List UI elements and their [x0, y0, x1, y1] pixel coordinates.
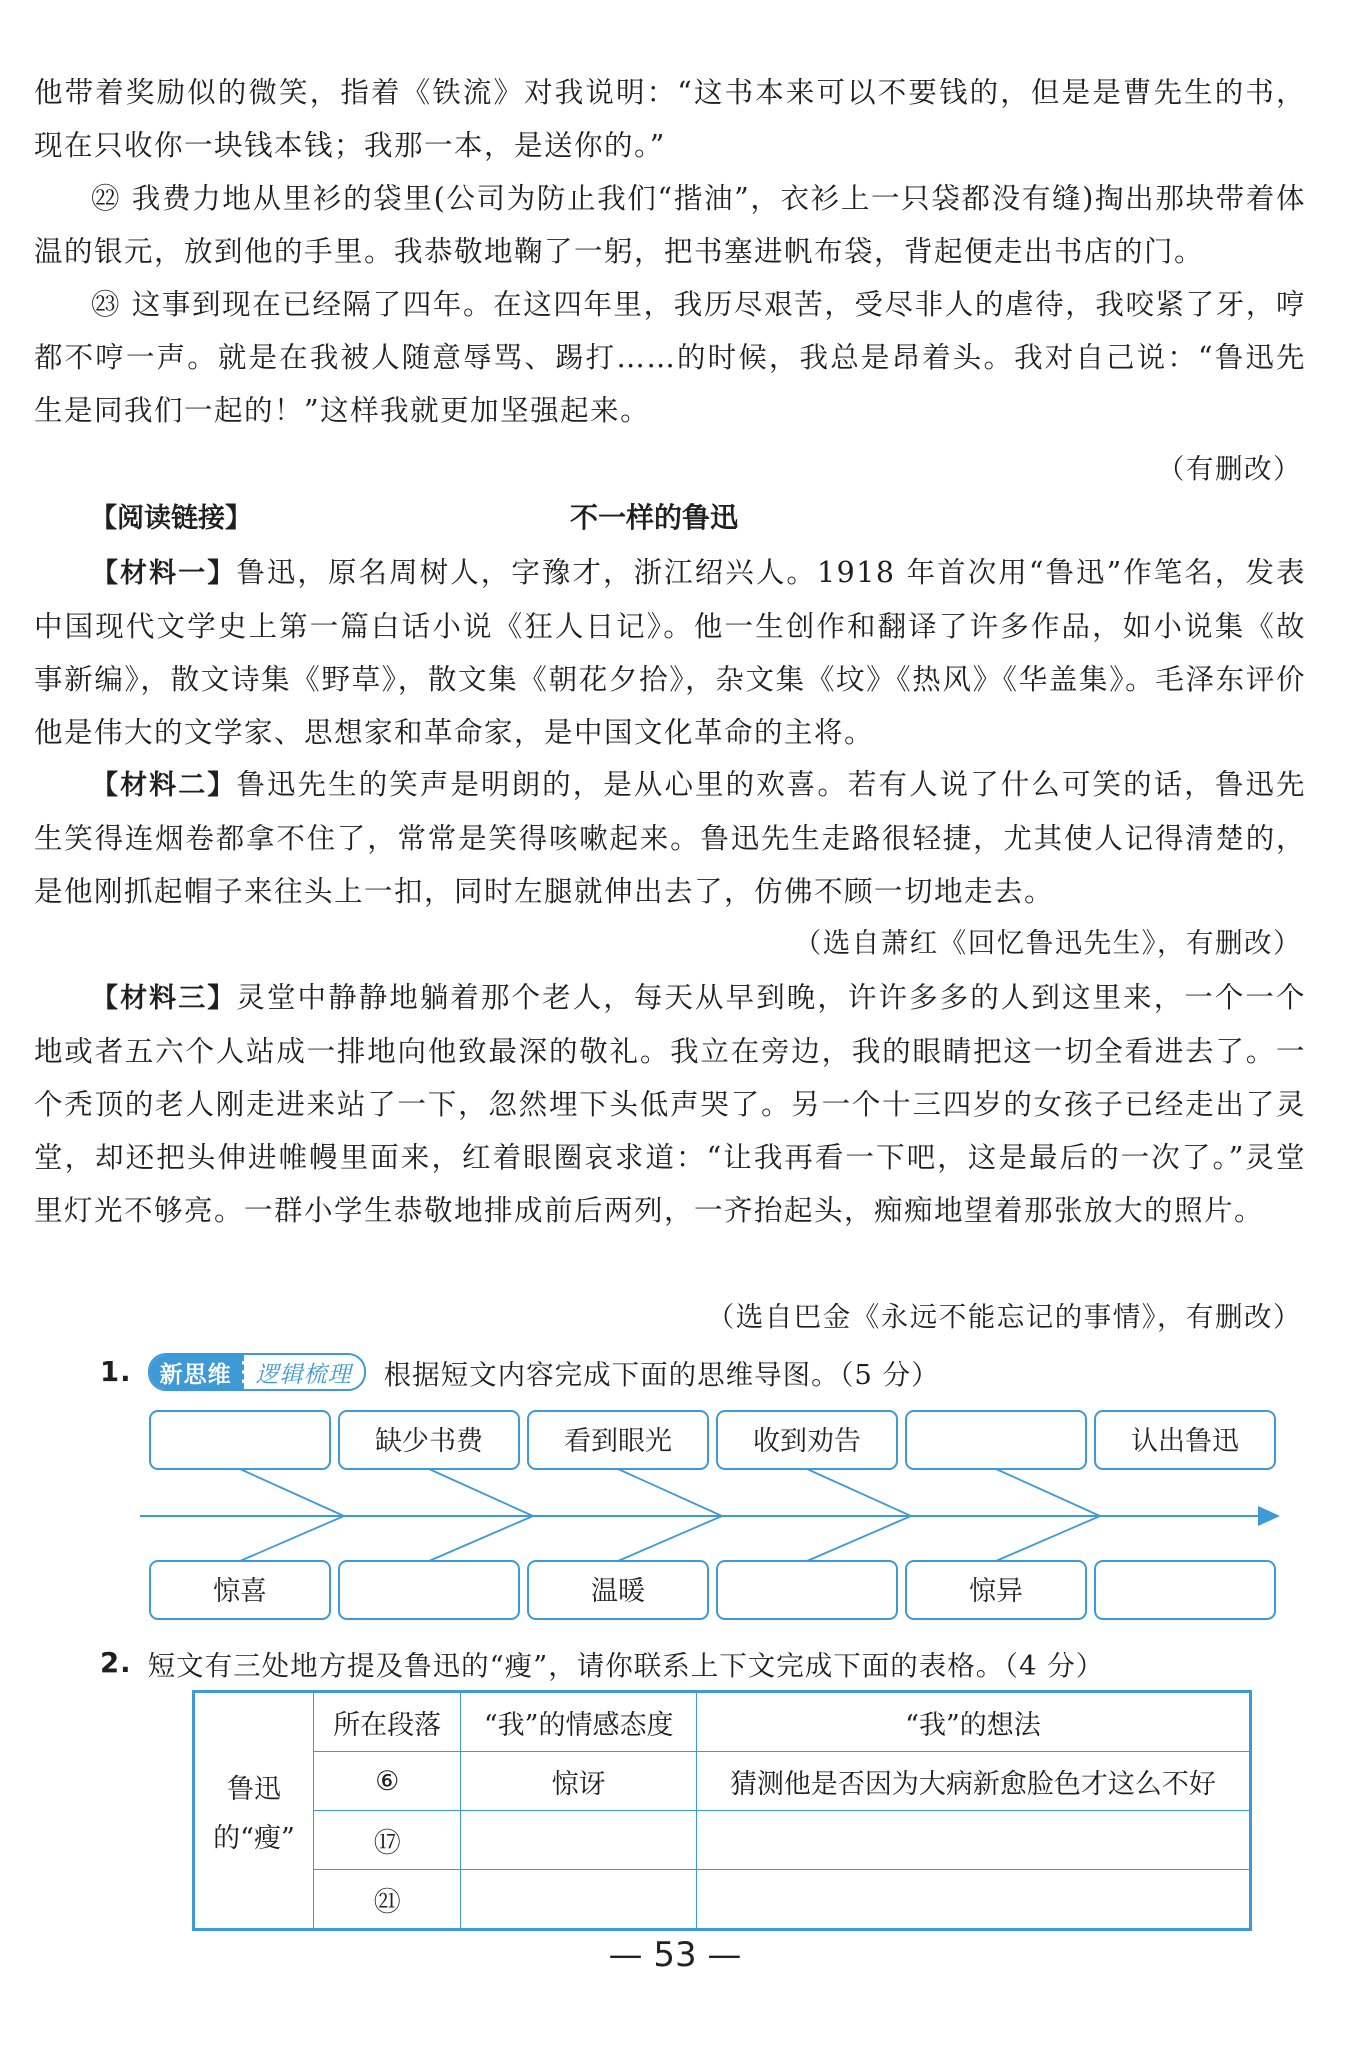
thinness-table: [192, 1690, 1252, 1931]
material-2-source: （选自萧红《回忆鲁迅先生》，有删改）: [793, 927, 1302, 959]
mind-map-branch-line: [429, 1469, 533, 1516]
mind-map-bottom-box-label: 惊喜: [213, 1576, 267, 1607]
cell-attitude[interactable]: 惊讶: [461, 1752, 696, 1811]
table-row: [194, 1752, 1251, 1811]
mind-map-top-box-label: 认出鲁迅: [1131, 1426, 1239, 1457]
row-header-line-2: 的“瘦”: [213, 1822, 295, 1854]
mind-map-top-box-label: 看到眼光: [564, 1426, 672, 1457]
mind-map-bottom-box-6[interactable]: [1095, 1561, 1275, 1619]
mind-map-top-box-label: 缺少书费: [375, 1426, 483, 1457]
mind-map-top-box-3: [528, 1411, 708, 1469]
story-note: （有删改）: [1157, 453, 1302, 485]
cell-attitude[interactable]: [461, 1870, 696, 1930]
table-row: [194, 1870, 1251, 1930]
question-1-text: 根据短文内容完成下面的思维导图。（5 分）: [383, 1359, 940, 1391]
material-1-label: 【材料一】: [91, 558, 237, 589]
cell-thought[interactable]: [696, 1811, 1250, 1870]
question-2-number: 2.: [100, 1647, 132, 1679]
material-3-label: 【材料三】: [91, 983, 237, 1014]
mind-map-branch-line: [429, 1516, 533, 1561]
mind-map-branch-line: [996, 1516, 1100, 1561]
page-number: — 53 —: [608, 1935, 742, 1975]
cell-attitude[interactable]: [461, 1811, 696, 1870]
mind-map-top-box-4: [717, 1411, 897, 1469]
mind-map-bottom-box-label: 惊异: [969, 1576, 1023, 1607]
cell-thought[interactable]: 猜测他是否因为大病新愈脸色才这么不好: [696, 1752, 1250, 1811]
mind-map-bottom-box-label: 温暖: [591, 1576, 645, 1607]
cell-paragraph: ⑥: [313, 1752, 461, 1811]
mind-map-bottom-box-1: [150, 1561, 330, 1619]
question-1-number: 1.: [100, 1356, 132, 1388]
mind-map-bottom-box-4[interactable]: [717, 1561, 897, 1619]
mind-map-branch-line: [807, 1516, 911, 1561]
mind-map-branch-line: [240, 1516, 344, 1561]
column-header-attitude: “我”的情感态度: [461, 1692, 696, 1752]
reading-link-label: 【阅读链接】: [90, 503, 252, 534]
mind-map-bottom-box-3: [528, 1561, 708, 1619]
column-header-paragraph: 所在段落: [313, 1692, 461, 1752]
story-paragraph-23: ㉓ 这事到现在已经隔了四年。在这四年里，我历尽艰苦，受尽非人的虐待，我咬紧了牙，哼都不哼一声。就是在我被人随意辱骂、踢打……的时候，我总是昂着头。我对自己说：“鲁迅先生是同我们一起的！”这样我就更加坚强起来。: [34, 288, 1306, 427]
mind-map-bottom-box-5: [906, 1561, 1086, 1619]
cell-paragraph: ⑰: [313, 1811, 461, 1870]
story-paragraph-22: ㉒ 我费力地从里衫的袋里(公司为防止我们“揩油”，衣衫上一只袋都没有缝)掏出那块带着体温的银元，放到他的手里。我恭敬地鞠了一躬，把书塞进帆布袋，背起便走出书店的门。: [34, 182, 1306, 268]
mind-map-top-box-6: [1095, 1411, 1275, 1469]
mind-map-branch-line: [240, 1469, 344, 1516]
cell-thought[interactable]: [696, 1870, 1250, 1930]
mind-map-top-box-label: 收到劝告: [753, 1426, 861, 1457]
badge-primary-label: 新思维: [150, 1355, 242, 1389]
reading-link-title: 不一样的鲁迅: [570, 501, 739, 534]
mind-map-branch-line: [807, 1469, 911, 1516]
material-3-source: （选自巴金《永远不能忘记的事情》，有删改）: [706, 1301, 1302, 1333]
mind-map-top-box-1[interactable]: [150, 1411, 330, 1469]
material-2-label: 【材料二】: [91, 770, 237, 801]
mind-map-top-box-5[interactable]: [906, 1411, 1086, 1469]
mind-map-branch-line: [996, 1469, 1100, 1516]
story-paragraph-end: 他带着奖励似的微笑，指着《铁流》对我说明：“这书本来可以不要钱的，但是是曹先生的书，现在只收你一块钱本钱；我那一本，是送你的。”: [34, 76, 1306, 162]
row-header: [194, 1692, 314, 1930]
badge-secondary-label: 逻辑梳理: [242, 1355, 364, 1389]
mind-map-bottom-box-2[interactable]: [339, 1561, 519, 1619]
question-2: [100, 1643, 1104, 1683]
row-header-line-1: 鲁迅: [226, 1773, 281, 1805]
mind-map-top-box-2: [339, 1411, 519, 1469]
column-header-thought: “我”的想法: [696, 1692, 1250, 1752]
mind-map-branch-line: [618, 1469, 722, 1516]
cell-paragraph: ㉑: [313, 1870, 461, 1930]
table-row: [194, 1811, 1251, 1870]
mind-map-branch-line: [618, 1516, 722, 1561]
material-1-text: 鲁迅，原名周树人，字豫才，浙江绍兴人。1918 年首次用“鲁迅”作笔名，发表中国现代文学史上第一篇白话小说《狂人日记》。他一生创作和翻译了许多作品，如小说集《故事新编》，散文诗集《野草》，散文集《朝花夕拾》，杂文集《坟》《热风》《华盖集》。毛泽东评价他是伟大的文学家、思想家和革命家，是中国文化革命的主将。: [34, 556, 1307, 749]
question-2-text: 短文有三处地方提及鲁迅的“瘦”，请你联系上下文完成下面的表格。（4 分）: [147, 1650, 1105, 1682]
material-3-text: 灵堂中静静地躺着那个老人，每天从早到晚，许许多多的人到这里来，一个一个地或者五六个人站成一排地向他致最深的敬礼。我立在旁边，我的眼睛把这一切全看进去了。一个秃顶的老人刚走进来站了一下，忽然埋下头低声哭了。另一个十三四岁的女孩子已经走出了灵堂，却还把头伸进帷幔里面来，红着眼圈哀求道：“让我再看一下吧，这是最后的一次了。”灵堂里灯光不够亮。一群小学生恭敬地排成前后两列，一齐抬起头，痴痴地望着那张放大的照片。: [34, 981, 1306, 1227]
material-2-text: 鲁迅先生的笑声是明朗的，是从心里的欢喜。若有人说了什么可笑的话，鲁迅先生笑得连烟卷都拿不住了，常常是笑得咳嗽起来。鲁迅先生走路很轻捷，尤其使人记得清楚的，是他刚抓起帽子来往头上一扣，同时左腿就伸出去了，仿佛不顾一切地走去。: [34, 768, 1306, 908]
